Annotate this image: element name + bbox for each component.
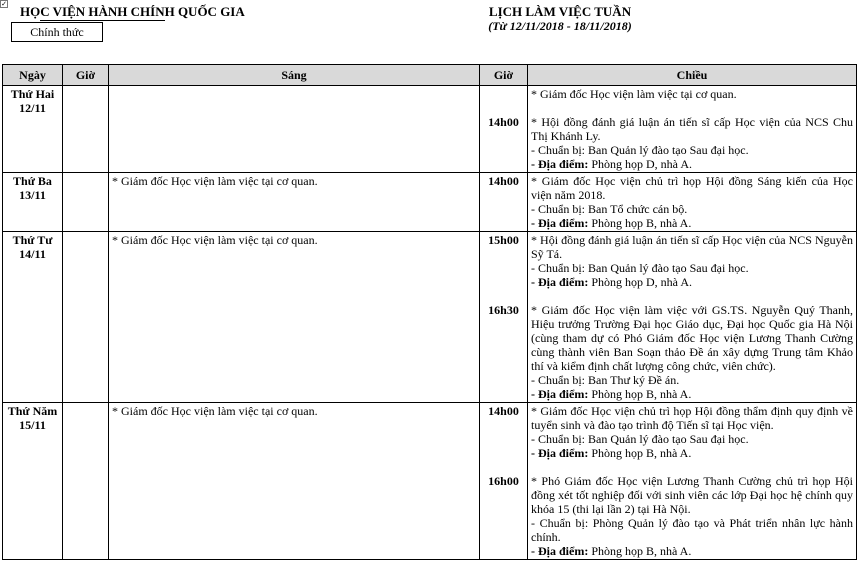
day-cell	[3, 173, 63, 232]
morning-time-cell	[63, 86, 109, 173]
table-row	[3, 173, 857, 232]
day-date: 13/11	[19, 188, 46, 202]
day-name: Thứ Ba	[13, 174, 52, 188]
event-text: * Hội đồng đánh giá luận án tiến sĩ cấp Học viện của NCS Nguyễn Sỹ Tá.	[531, 233, 853, 261]
event-time: 14h00	[488, 404, 519, 418]
afternoon-time-cell	[480, 173, 528, 232]
header-afternoon: Chiều	[528, 65, 857, 86]
header-morning: Sáng	[109, 65, 480, 86]
location-value: Phòng họp B, nhà A.	[588, 216, 692, 230]
morning-cell: * Giám đốc Học viện làm việc tại cơ quan.	[109, 173, 480, 232]
day-cell	[3, 86, 63, 173]
day-cell	[3, 403, 63, 560]
event-time: 14h00	[488, 115, 519, 129]
location-label: - Địa điểm:	[531, 275, 589, 289]
afternoon-time-cell	[480, 232, 528, 403]
morning-time-cell	[63, 232, 109, 403]
organization-name: HỌC VIỆN HÀNH CHÍNH QUỐC GIA	[20, 4, 245, 19]
morning-time-cell	[63, 403, 109, 560]
location-label: - Địa điểm:	[531, 387, 589, 401]
event-text: * Hội đồng đánh giá luận án tiến sĩ cấp Học viện của NCS Chu Thị Khánh Ly.	[531, 115, 853, 143]
location-label: - Địa điểm:	[531, 446, 589, 460]
table-row	[3, 232, 857, 403]
event-text: * Giám đốc Học viện làm việc tại cơ quan.	[531, 87, 737, 101]
event-text: * Giám đốc Học viện chủ trì họp Hội đồng Sáng kiến của Học viện năm 2018.	[531, 174, 853, 202]
afternoon-time-cell	[480, 86, 528, 173]
afternoon-cell	[528, 403, 857, 560]
afternoon-time-cell	[480, 403, 528, 560]
day-date: 12/11	[19, 101, 46, 115]
day-date: 15/11	[19, 418, 46, 432]
header-day: Ngày	[3, 65, 63, 86]
location-label: - Địa điểm:	[531, 216, 589, 230]
event-time	[483, 87, 524, 101]
day-cell	[3, 232, 63, 403]
event-location	[531, 216, 853, 230]
day-name: Thứ Hai	[10, 87, 55, 101]
location-value: Phòng họp B, nhà A.	[588, 544, 692, 558]
weekly-schedule-table	[2, 64, 857, 560]
morning-cell	[109, 86, 480, 173]
event-text: * Giám đốc Học viện làm việc với GS.TS. Nguyễn Quý Thanh, Hiệu trưởng Trường Đại học Giáo dục, Đại học Quốc gia Hà Nội (cùng tham dự có Phó Giám đốc Học viện Lương Thanh Cường cùng thành viên Ban Soạn thảo Đề án xây dựng Trung tâm Khảo thí và kiểm định chất lượng công chức, viên chức).	[531, 303, 853, 373]
org-underline	[40, 20, 165, 21]
header-time-morning: Giờ	[63, 65, 109, 86]
event-location	[531, 387, 853, 401]
morning-cell: * Giám đốc Học viện làm việc tại cơ quan.	[109, 403, 480, 560]
event-location	[531, 544, 853, 558]
event-text: * Giám đốc Học viện chủ trì họp Hội đồng thẩm định quy định về tuyển sinh và đào tạo trình độ Tiến sĩ tại Học viện.	[531, 404, 853, 432]
event-time: 16h30	[488, 303, 519, 317]
location-label: - Địa điểm:	[531, 544, 589, 558]
day-date: 14/11	[19, 247, 46, 261]
schedule-date-range: (Từ 12/11/2018 - 18/11/2018)	[488, 19, 632, 33]
afternoon-cell	[528, 232, 857, 403]
morning-cell: * Giám đốc Học viện làm việc tại cơ quan.	[109, 232, 480, 403]
event-time: 15h00	[488, 233, 519, 247]
table-row	[3, 403, 857, 560]
event-time: 14h00	[488, 174, 519, 188]
event-prep: - Chuẩn bị: Ban Quản lý đào tạo Sau đại học.	[531, 143, 749, 157]
table-header-row	[3, 65, 857, 86]
afternoon-cell	[528, 173, 857, 232]
status-box: Chính thức	[11, 22, 103, 42]
event-location	[531, 275, 853, 289]
morning-time-cell	[63, 173, 109, 232]
location-value: Phòng họp B, nhà A.	[588, 387, 692, 401]
event-prep: - Chuẩn bị: Ban Quản lý đào tạo Sau đại học.	[531, 261, 749, 275]
table-row	[3, 86, 857, 173]
day-name: Thứ Tư	[12, 233, 53, 247]
location-value: Phòng họp D, nhà A.	[588, 275, 692, 289]
corner-checkbox: ✓	[1, 0, 7, 8]
day-name: Thứ Năm	[7, 404, 58, 418]
event-prep: - Chuẩn bị: Ban Thư ký Đề án.	[531, 373, 680, 387]
location-label: - Địa điểm:	[531, 157, 589, 171]
location-value: Phòng họp D, nhà A.	[588, 157, 692, 171]
header-time-afternoon: Giờ	[480, 65, 528, 86]
event-prep: - Chuẩn bị: Ban Tổ chức cán bộ.	[531, 202, 688, 216]
event-prep: - Chuẩn bị: Ban Quản lý đào tạo Sau đại học.	[531, 432, 749, 446]
event-time: 16h00	[488, 474, 519, 488]
afternoon-cell	[528, 86, 857, 173]
event-text: * Phó Giám đốc Học viện Lương Thanh Cường chủ trì họp Hội đồng xét tốt nghiệp đối với sinh viên các lớp Đại học hệ chính quy khóa 15 (thi lại lần 2) tại Hà Nội.	[531, 474, 853, 516]
schedule-title: LỊCH LÀM VIỆC TUẦN	[488, 4, 632, 19]
location-value: Phòng họp B, nhà A.	[588, 446, 692, 460]
event-location	[531, 446, 853, 460]
event-prep: - Chuẩn bị: Phòng Quản lý đào tạo và Phát triển nhân lực hành chính.	[531, 516, 853, 544]
event-location	[531, 157, 853, 171]
